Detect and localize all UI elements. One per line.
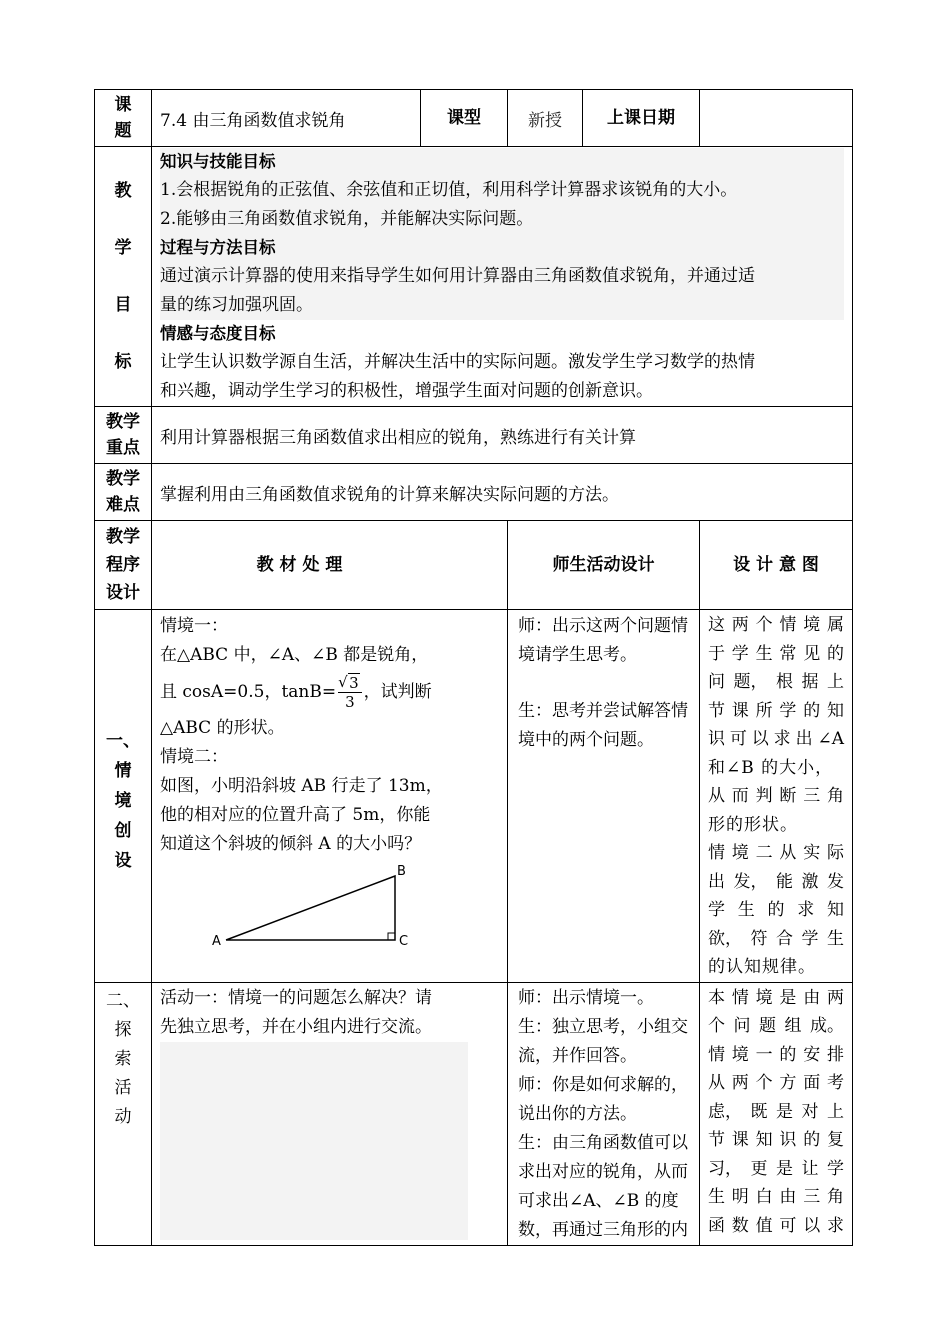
type-label: 课型 bbox=[421, 90, 508, 147]
intent-char: 节 bbox=[708, 1130, 725, 1150]
knowledge-item: 2.能够由三角函数值求锐角，并能解决实际问题。 bbox=[160, 209, 534, 229]
date-label: 上课日期 bbox=[583, 90, 700, 147]
intent-line bbox=[708, 811, 844, 840]
goals-row bbox=[95, 147, 853, 407]
intent-char: 欲， bbox=[708, 928, 742, 949]
intent-char: 白 bbox=[755, 1187, 773, 1207]
intent-line bbox=[708, 1098, 844, 1127]
blank-work-area bbox=[160, 1042, 468, 1240]
intent-char: 从 bbox=[779, 843, 797, 863]
vertex-b-label: B bbox=[397, 864, 406, 879]
slope-triangle-figure bbox=[208, 863, 418, 953]
intent-char: 排 bbox=[826, 1044, 844, 1065]
intent-char: 断 bbox=[779, 786, 797, 806]
scenario2-title: 情境二： bbox=[160, 747, 228, 767]
intent-line bbox=[708, 1012, 844, 1041]
intent-char: 以 bbox=[751, 729, 769, 749]
material-line: 活动一：情境一的问题怎么解决？请 bbox=[160, 987, 432, 1008]
intent-line bbox=[708, 1155, 844, 1184]
activity-line: 境中的两个问题。 bbox=[518, 730, 654, 750]
key-point-label: 教学 重点 bbox=[95, 407, 152, 464]
intent-char: 角 bbox=[826, 786, 844, 806]
intent-line bbox=[708, 1069, 844, 1098]
activity-line: 师：你是如何求解的， bbox=[518, 1074, 688, 1095]
intent-char: 出 bbox=[708, 871, 725, 892]
intent-char: 所 bbox=[755, 700, 773, 721]
intent-line bbox=[708, 754, 844, 783]
intent-char: 生 bbox=[708, 1187, 725, 1207]
section1-row bbox=[95, 610, 853, 983]
intent-line bbox=[708, 868, 844, 897]
intent-char: 上 bbox=[827, 672, 844, 692]
intent-char: 识 bbox=[708, 729, 725, 749]
intent-line bbox=[708, 953, 844, 982]
intent-char: 的 bbox=[767, 900, 785, 920]
lesson-plan-table bbox=[94, 89, 853, 1246]
intent-line bbox=[708, 896, 844, 925]
intent-line bbox=[708, 1126, 844, 1155]
intent-char: 见 bbox=[803, 643, 821, 664]
intent-char: 更 bbox=[750, 1158, 768, 1179]
activity-line: 生：独立思考，小组交 bbox=[518, 1016, 688, 1037]
intent-char: 学 bbox=[779, 700, 797, 721]
intent-char: 方 bbox=[779, 1073, 797, 1093]
topic-label-cell: 课 题 bbox=[95, 90, 152, 147]
right-angle-mark bbox=[388, 933, 395, 940]
col-material-header: 教 材 处 理 bbox=[152, 521, 508, 610]
section1-material bbox=[152, 610, 508, 983]
intent-char: 函 bbox=[708, 1215, 725, 1236]
intent-char: 知 bbox=[827, 900, 844, 920]
section1-intent bbox=[700, 610, 853, 983]
triangle-shape bbox=[226, 876, 395, 940]
section2-material bbox=[152, 982, 508, 1245]
intent-char: 问 bbox=[708, 672, 725, 692]
intent-char: 是 bbox=[776, 1101, 793, 1122]
intent-char: 境 bbox=[755, 987, 773, 1008]
intent-char: 数 bbox=[731, 1215, 749, 1236]
section1-intent-lines bbox=[708, 611, 844, 982]
emotion-line: 让学生认识数学源自生活，并解决生活中的实际问题。激发学生学习数学的热情 bbox=[160, 352, 755, 372]
scenario1-title: 情境一： bbox=[160, 616, 228, 636]
intent-char: 根 bbox=[776, 672, 793, 692]
date-value[interactable] bbox=[700, 90, 853, 147]
section2-intent bbox=[700, 982, 853, 1245]
intent-char: 的 bbox=[803, 1130, 821, 1150]
intent-line bbox=[708, 1183, 844, 1212]
intent-char: 的 bbox=[779, 1044, 797, 1065]
intent-char: 发 bbox=[827, 871, 844, 892]
goals-label-cell: 教 学 目 标 bbox=[95, 147, 152, 407]
intent-char: 于 bbox=[708, 643, 725, 664]
scenario1-formula-line: 且 cosA=0.5，tanB= √ $\frac{3}{3}$ ，试判断 bbox=[160, 670, 470, 714]
intent-char: 学 bbox=[827, 1158, 844, 1179]
intent-char: 求 bbox=[797, 900, 815, 920]
intent-char: 个 bbox=[755, 615, 773, 635]
sqrt3-over-3: √ $\frac{3}{3}$ bbox=[338, 674, 362, 711]
activity-line bbox=[518, 670, 691, 697]
intent-line bbox=[708, 1212, 844, 1241]
intent-char: 激 bbox=[801, 871, 819, 892]
intent-line bbox=[708, 984, 844, 1013]
emotion-line: 和兴趣，调动学生学习的积极性，增强学生面对问题的创新意识。 bbox=[160, 381, 653, 401]
intent-char: 境 bbox=[731, 843, 749, 863]
intent-char: 本 bbox=[708, 987, 725, 1008]
intent-char: 境 bbox=[731, 1044, 749, 1065]
intent-char: 这 bbox=[708, 615, 725, 635]
intent-char: 学 bbox=[708, 900, 725, 920]
material-line: 先独立思考，并在小组内进行交流。 bbox=[160, 1016, 432, 1037]
knowledge-item: 1.会根据锐角的正弦值、余弦值和正切值，利用科学计算器求该锐角的大小。 bbox=[160, 180, 738, 200]
intent-char: 个 bbox=[755, 1073, 773, 1093]
intent-char: 出 bbox=[795, 729, 813, 749]
vertex-a-label: A bbox=[212, 934, 221, 949]
intent-char: 合 bbox=[776, 928, 793, 949]
intent-char: 际 bbox=[826, 843, 844, 863]
intent-char: 识 bbox=[779, 1130, 797, 1150]
intent-char: 情 bbox=[708, 843, 725, 863]
intent-char: 情 bbox=[731, 987, 749, 1008]
intent-line bbox=[708, 1041, 844, 1070]
intent-char: 以 bbox=[803, 1215, 821, 1236]
intent-char: 发， bbox=[733, 871, 768, 892]
intent-char: 两 bbox=[826, 987, 844, 1008]
intent-char: 求 bbox=[826, 1215, 844, 1236]
intent-char: 实 bbox=[803, 843, 821, 863]
intent-char: 从 bbox=[708, 1073, 725, 1093]
intent-char: 课 bbox=[731, 1130, 749, 1150]
intent-char: 形的形状。 bbox=[708, 814, 798, 835]
activity-line: 境请学生思考。 bbox=[518, 645, 637, 665]
intent-char: 个 bbox=[708, 1016, 725, 1036]
scenario1-line: 在△ABC 中，∠A、∠B 都是锐角， bbox=[160, 645, 429, 665]
intent-char: 组 bbox=[784, 1016, 802, 1036]
process-line: 通过演示计算器的使用来指导学生如何用计算器由三角函数值求锐角，并通过适 bbox=[160, 266, 755, 286]
intent-char: 问 bbox=[733, 1016, 751, 1036]
intent-char: 题， bbox=[733, 672, 768, 692]
intent-char: 据 bbox=[801, 672, 819, 692]
section2-activity bbox=[508, 982, 700, 1245]
intent-char: 是 bbox=[779, 987, 797, 1008]
section2-intent-lines bbox=[708, 984, 844, 1241]
topic-value-cell bbox=[152, 90, 421, 147]
emotion-title: 情感与态度目标 bbox=[160, 324, 276, 343]
intent-char: 求 bbox=[773, 729, 791, 749]
intent-char: 的 bbox=[826, 643, 844, 664]
intent-char: 值 bbox=[755, 1215, 773, 1236]
intent-char: 对 bbox=[801, 1101, 819, 1122]
intent-char: 三 bbox=[803, 1187, 821, 1207]
procedure-label: 教学 程序 设计 bbox=[95, 521, 152, 610]
intent-char: 能 bbox=[776, 871, 793, 892]
intent-char: 面 bbox=[803, 1073, 821, 1093]
activity-line: 求出对应的锐角，从而 bbox=[518, 1161, 688, 1182]
intent-char: 虑， bbox=[708, 1101, 742, 1122]
intent-line bbox=[708, 839, 844, 868]
intent-char: 情 bbox=[708, 1044, 725, 1065]
goals-content-cell bbox=[152, 147, 853, 407]
activity-line: 数，再通过三角形的内 bbox=[518, 1219, 688, 1240]
header-row bbox=[95, 90, 853, 147]
activity-line: 师：出示这两个问题情 bbox=[518, 616, 688, 636]
intent-char: 符 bbox=[750, 928, 768, 949]
section2-row bbox=[95, 982, 853, 1245]
knowledge-title: 知识与技能目标 bbox=[160, 152, 276, 171]
intent-line bbox=[708, 697, 844, 726]
section1-activity bbox=[508, 610, 700, 983]
intent-char: 课 bbox=[731, 700, 749, 721]
intent-char: 的 bbox=[803, 700, 821, 721]
intent-char: 由 bbox=[779, 1187, 797, 1207]
difficulty-label: 教学 难点 bbox=[95, 464, 152, 521]
key-point-row bbox=[95, 407, 853, 464]
intent-char: 生 bbox=[737, 900, 755, 920]
intent-char: 境 bbox=[803, 615, 821, 635]
scenario1-line: △ABC 的形状。 bbox=[160, 718, 285, 738]
process-title: 过程与方法目标 bbox=[160, 238, 276, 257]
activity-line: 师：出示情境一。 bbox=[518, 987, 654, 1008]
intent-char: 属 bbox=[826, 615, 844, 635]
intent-char: 从 bbox=[708, 786, 725, 806]
intent-char: 生 bbox=[827, 928, 844, 949]
vertex-c-label: C bbox=[399, 934, 409, 949]
topic-value: 7.4 由三角函数值求锐角 bbox=[160, 110, 346, 131]
intent-line bbox=[708, 925, 844, 954]
intent-char: 成。 bbox=[810, 1016, 844, 1036]
difficulty-row bbox=[95, 464, 853, 521]
intent-char: 安 bbox=[803, 1044, 821, 1065]
intent-char: 可 bbox=[729, 729, 747, 749]
intent-line bbox=[708, 782, 844, 811]
difficulty-text: 掌握利用由三角函数值求锐角的计算来解决实际问题的方法。 bbox=[152, 464, 853, 521]
process-line: 量的练习加强巩固。 bbox=[160, 295, 313, 315]
intent-char: 上 bbox=[827, 1101, 844, 1122]
intent-char: 节 bbox=[708, 700, 725, 721]
activity-line: 流，并作回答。 bbox=[518, 1045, 637, 1066]
intent-char: 生 bbox=[755, 643, 773, 664]
scenario2-line: 知道这个斜坡的倾斜 A 的大小吗？ bbox=[160, 834, 422, 854]
intent-char: 让 bbox=[801, 1158, 819, 1179]
intent-char: 既 bbox=[750, 1101, 768, 1122]
intent-char: 知 bbox=[826, 700, 844, 721]
scenario2-line: 如图，小明沿斜坡 AB 行走了 13m， bbox=[160, 776, 443, 796]
intent-line bbox=[708, 640, 844, 669]
procedure-header-row bbox=[95, 521, 853, 610]
intent-char: 判 bbox=[755, 786, 773, 806]
intent-char: 常 bbox=[779, 643, 797, 664]
intent-char: 和∠B 的大小， bbox=[708, 757, 834, 778]
intent-char: 复 bbox=[826, 1130, 844, 1150]
intent-char: ∠A bbox=[817, 729, 844, 749]
activity-line: 说出你的方法。 bbox=[518, 1103, 637, 1124]
intent-char: 三 bbox=[803, 786, 821, 806]
intent-line bbox=[708, 725, 844, 754]
intent-char: 二 bbox=[755, 843, 773, 863]
section1-label: 一、 情 境 创 设 bbox=[95, 610, 152, 983]
intent-char: 是 bbox=[776, 1158, 793, 1179]
section2-label: 二、 探 索 活 动 bbox=[95, 982, 152, 1245]
type-value: 新授 bbox=[508, 90, 583, 147]
intent-char: 角 bbox=[826, 1187, 844, 1207]
intent-char: 考 bbox=[826, 1073, 844, 1093]
intent-char: 一 bbox=[755, 1044, 773, 1065]
intent-line bbox=[708, 668, 844, 697]
intent-char: 的认知规律。 bbox=[708, 957, 816, 977]
intent-char: 题 bbox=[759, 1016, 776, 1036]
intent-char: 两 bbox=[731, 1073, 749, 1093]
activity-line: 生：由三角函数值可以 bbox=[518, 1132, 688, 1153]
col-activity-header: 师生活动设计 bbox=[508, 521, 700, 610]
intent-char: 明 bbox=[731, 1187, 749, 1207]
col-intent-header: 设 计 意 图 bbox=[700, 521, 853, 610]
intent-line bbox=[708, 611, 844, 640]
key-point-text: 利用计算器根据三角函数值求出相应的锐角，熟练进行有关计算 bbox=[152, 407, 853, 464]
intent-char: 而 bbox=[731, 786, 749, 806]
scenario2-line: 他的相对应的位置升高了 5m，你能 bbox=[160, 805, 431, 825]
intent-char: 学 bbox=[731, 643, 749, 664]
intent-char: 由 bbox=[803, 987, 821, 1008]
activity-line: 生：思考并尝试解答情 bbox=[518, 701, 688, 721]
intent-char: 习， bbox=[708, 1158, 742, 1179]
intent-char: 学 bbox=[801, 928, 819, 949]
intent-char: 情 bbox=[779, 615, 797, 635]
intent-char: 两 bbox=[731, 615, 749, 635]
activity-line: 可求出∠A、∠B 的度 bbox=[518, 1190, 679, 1211]
intent-char: 可 bbox=[779, 1215, 797, 1236]
intent-char: 知 bbox=[755, 1130, 773, 1150]
